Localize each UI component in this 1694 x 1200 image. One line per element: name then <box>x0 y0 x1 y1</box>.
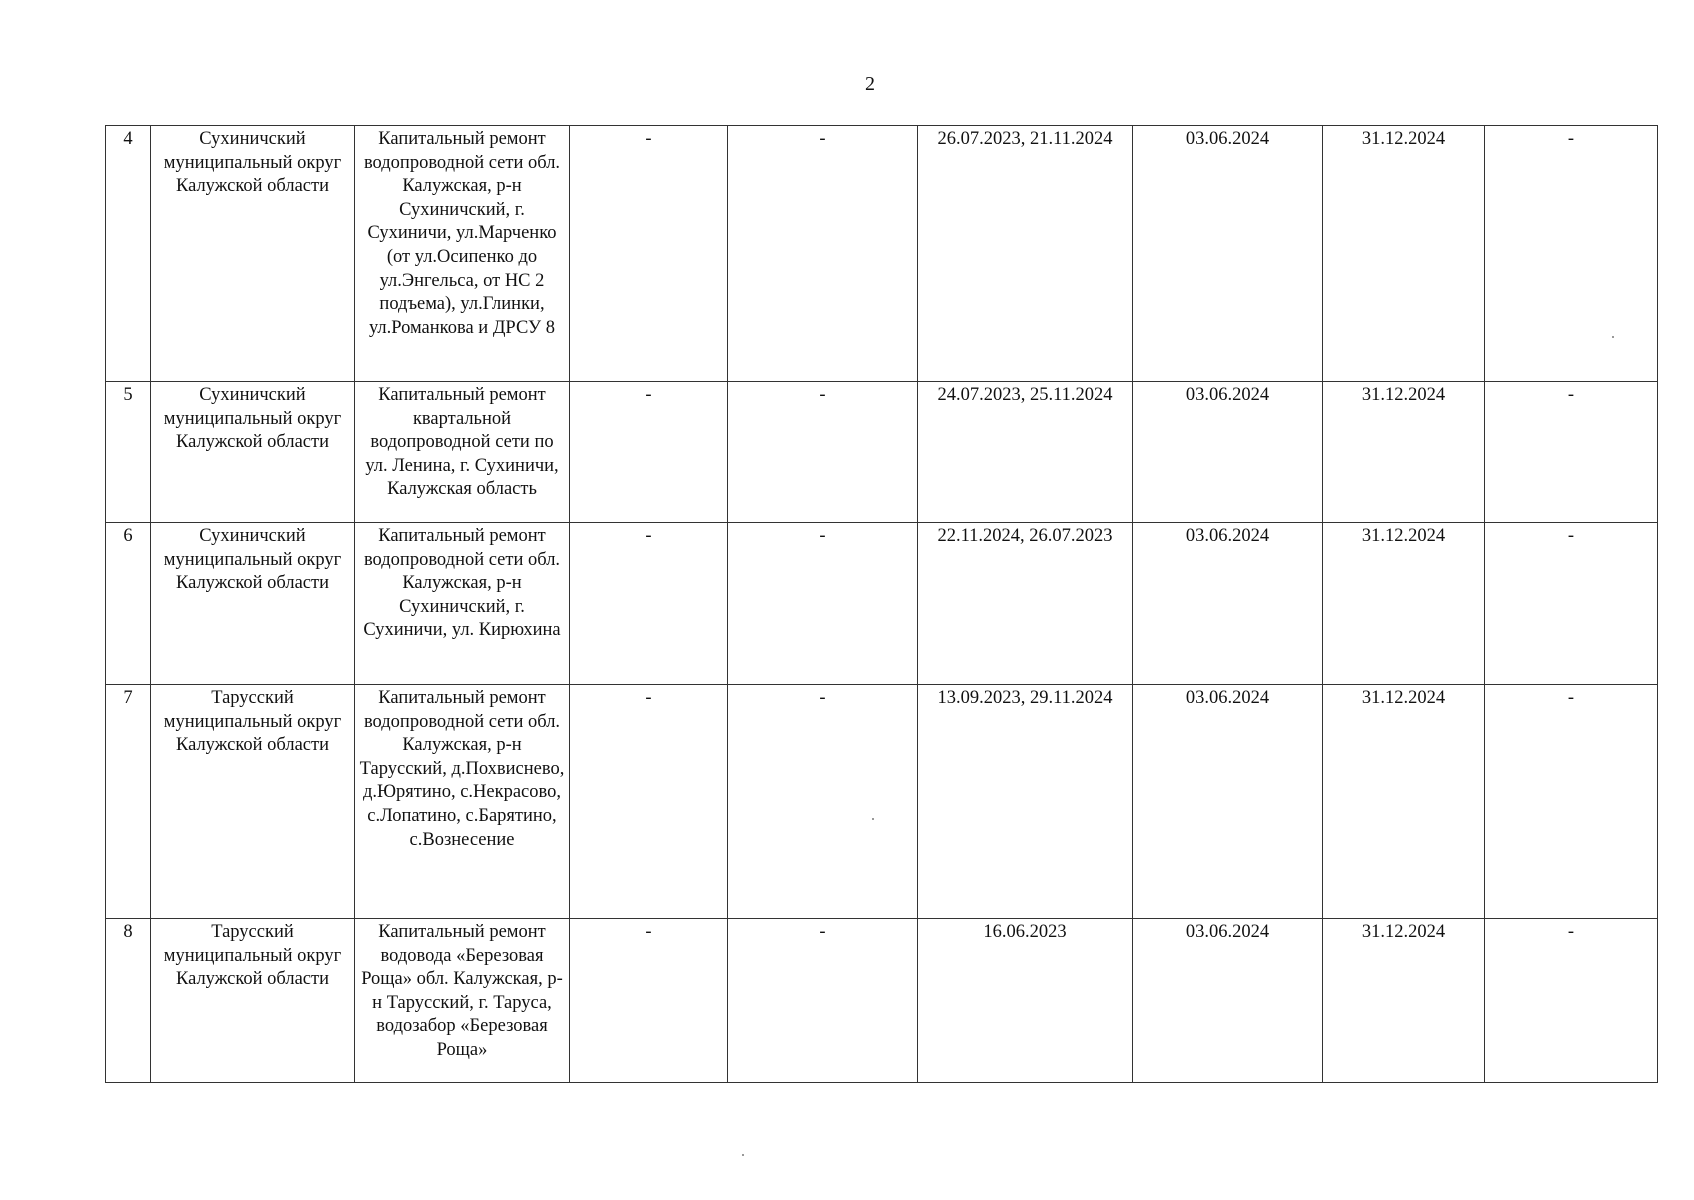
table-row <box>106 523 1658 685</box>
date2-cell <box>1133 685 1323 919</box>
col4-cell <box>570 382 728 523</box>
col5-text: - <box>819 129 826 149</box>
start-date-text: 26.07.2023, 21.11.2024 <box>937 129 1113 149</box>
table-row <box>106 382 1658 523</box>
start-date-text: 16.06.2023 <box>983 922 1067 942</box>
district-text: Сухиничский муниципальный округ Калужской области <box>163 526 342 594</box>
col5-cell <box>728 382 918 523</box>
col5-cell <box>728 919 918 1083</box>
date3-text: 31.12.2024 <box>1361 526 1446 546</box>
page-number: 2 <box>865 73 875 95</box>
object-text: Капитальный ремонт водопроводной сети обл. Калужская, р-н Сухиничский, г. Сухиничи, ул.Марченко (от ул.Осипенко до ул.Энгельса, от НС 2 подъема), ул.Глинки, ул.Романкова и ДРСУ 8 <box>363 129 561 338</box>
col9-text: - <box>1567 129 1575 149</box>
date2-text: 03.06.2024 <box>1185 129 1270 149</box>
date2-cell <box>1133 382 1323 523</box>
start-date-cell <box>918 126 1133 382</box>
date2-cell <box>1133 523 1323 685</box>
col5-text: - <box>819 922 826 942</box>
district-text: Тарусский муниципальный округ Калужской области <box>163 688 342 756</box>
row-number-text: 6 <box>123 526 133 546</box>
date3-cell <box>1323 523 1485 685</box>
col9-cell <box>1485 919 1658 1083</box>
col5-cell <box>728 126 918 382</box>
col9-text: - <box>1567 385 1575 405</box>
col5-cell <box>728 685 918 919</box>
district-cell <box>151 919 355 1083</box>
col9-text: - <box>1567 526 1575 546</box>
date2-cell <box>1133 919 1323 1083</box>
row-number <box>106 685 151 919</box>
object-text: Капитальный ремонт водовода «Березовая Роща» обл. Калужская, р-н Тарусский, г. Таруса, водозабор «Березовая Роща» <box>361 922 563 1060</box>
start-date-cell <box>918 382 1133 523</box>
table-row <box>106 685 1658 919</box>
date3-text: 31.12.2024 <box>1361 922 1446 942</box>
col4-text: - <box>645 129 652 149</box>
start-date-cell <box>918 523 1133 685</box>
col4-text: - <box>645 526 652 546</box>
district-cell <box>151 382 355 523</box>
date3-text: 31.12.2024 <box>1361 385 1446 405</box>
col4-text: - <box>645 688 652 708</box>
object-cell <box>355 126 570 382</box>
col9-cell <box>1485 685 1658 919</box>
district-cell <box>151 126 355 382</box>
date3-text: 31.12.2024 <box>1361 688 1446 708</box>
col9-cell <box>1485 126 1658 382</box>
row-number <box>106 919 151 1083</box>
date3-cell <box>1323 126 1485 382</box>
col5-text: - <box>819 688 826 708</box>
object-text: Капитальный ремонт водопроводной сети обл. Калужская, р-н Сухиничский, г. Сухиничи, ул. Кирюхина <box>363 526 561 641</box>
district-cell <box>151 523 355 685</box>
row-number <box>106 523 151 685</box>
row-number-text: 7 <box>123 688 133 708</box>
row-number-text: 8 <box>123 922 133 942</box>
col4-cell <box>570 523 728 685</box>
table-row <box>106 919 1658 1083</box>
col4-cell <box>570 919 728 1083</box>
start-date-text: 22.11.2024, 26.07.2023 <box>937 526 1113 546</box>
date2-cell <box>1133 126 1323 382</box>
scan-speck <box>1612 336 1614 338</box>
row-number <box>106 126 151 382</box>
object-text: Капитальный ремонт водопроводной сети обл. Калужская, р-н Тарусский, д.Похвиснево, д.Юрятино, с.Некрасово, с.Лопатино, с.Барятино, с.Вознесение <box>359 688 565 850</box>
start-date-text: 24.07.2023, 25.11.2024 <box>937 385 1113 405</box>
row-number-text: 5 <box>123 385 133 405</box>
date2-text: 03.06.2024 <box>1185 526 1270 546</box>
col5-text: - <box>819 526 826 546</box>
col4-cell <box>570 126 728 382</box>
date2-text: 03.06.2024 <box>1185 385 1270 405</box>
object-text: Капитальный ремонт квартальной водопроводной сети по ул. Ленина, г. Сухиничи, Калужская область <box>365 385 559 500</box>
date2-text: 03.06.2024 <box>1185 688 1270 708</box>
col5-text: - <box>819 385 826 405</box>
start-date-cell <box>918 919 1133 1083</box>
col9-text: - <box>1567 688 1575 708</box>
col4-cell <box>570 685 728 919</box>
date3-cell <box>1323 919 1485 1083</box>
date3-cell <box>1323 685 1485 919</box>
start-date-text: 13.09.2023, 29.11.2024 <box>937 688 1113 708</box>
row-number-text: 4 <box>123 129 133 149</box>
district-text: Сухиничский муниципальный округ Калужской области <box>163 129 342 197</box>
col4-text: - <box>645 922 652 942</box>
object-cell <box>355 382 570 523</box>
projects-table <box>105 125 1658 1083</box>
start-date-cell <box>918 685 1133 919</box>
table-row <box>106 126 1658 382</box>
col5-cell <box>728 523 918 685</box>
row-number <box>106 382 151 523</box>
scan-speck <box>742 1154 744 1156</box>
date2-text: 03.06.2024 <box>1185 922 1270 942</box>
district-text: Сухиничский муниципальный округ Калужской области <box>163 385 342 453</box>
district-cell <box>151 685 355 919</box>
object-cell <box>355 685 570 919</box>
col9-cell <box>1485 523 1658 685</box>
scan-speck <box>872 818 874 820</box>
col9-cell <box>1485 382 1658 523</box>
date3-cell <box>1323 382 1485 523</box>
date3-text: 31.12.2024 <box>1361 129 1446 149</box>
object-cell <box>355 523 570 685</box>
col4-text: - <box>645 385 652 405</box>
table-body <box>106 126 1658 1083</box>
col9-text: - <box>1567 922 1575 942</box>
object-cell <box>355 919 570 1083</box>
district-text: Тарусский муниципальный округ Калужской области <box>163 922 342 990</box>
